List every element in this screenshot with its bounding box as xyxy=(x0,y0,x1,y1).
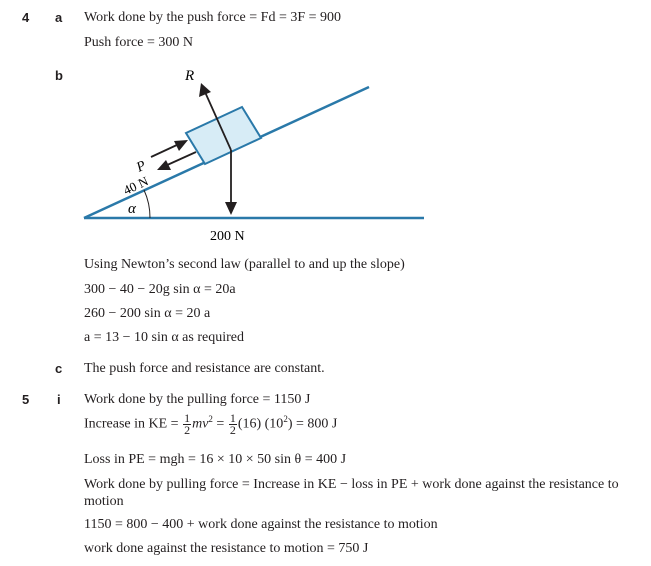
q4a-push-force-line: Push force = 300 N xyxy=(84,35,193,50)
angle-arc xyxy=(144,190,150,218)
weight-arrowhead xyxy=(225,202,237,215)
q4c-line: The push force and resistance are constant. xyxy=(84,361,325,376)
q4a-work-done-line: Work done by the push force = Fd = 3F = 900 xyxy=(84,10,342,25)
ke-mv: mv xyxy=(192,416,209,432)
ke-square-2: 2 xyxy=(283,414,288,425)
q4b-equation-3: a = 13 − 10 sin α as required xyxy=(84,330,244,345)
question-number-5: 5 xyxy=(22,392,30,407)
half-fraction-2: $\frac{1}{2}$ xyxy=(229,411,236,437)
q5i-pulling-force-line: Work done by the pulling force = 1150 J xyxy=(84,392,311,407)
block xyxy=(186,107,261,164)
ke-equals: = xyxy=(216,416,225,432)
label-P: P xyxy=(134,158,149,176)
q5i-equation-line: 1150 = 800 − 400 + work done against the resistance to motion xyxy=(84,517,438,532)
q5i-pe-line: Loss in PE = mgh = 16 × 10 × 50 sin θ = 400 J xyxy=(84,452,347,467)
ke-values: (16) (10 xyxy=(237,416,284,432)
incline-force-diagram xyxy=(0,0,651,250)
q4b-equation-1: 300 − 40 − 20g sin α = 20a xyxy=(84,282,236,297)
resistance-arrow xyxy=(165,152,196,166)
ke-prefix: Increase in KE = xyxy=(84,416,179,432)
question-number-4: 4 xyxy=(22,10,30,25)
part-label-b: b xyxy=(55,68,63,83)
label-R: R xyxy=(185,68,195,84)
reaction-arrowhead xyxy=(199,83,211,97)
q5i-work-done-line: Work done by pulling force = Increase in KE − loss in PE + work done against the resistance to motion xyxy=(84,477,619,509)
q4b-newton-line: Using Newton’s second law (parallel to and up the slope) xyxy=(84,257,405,272)
part-label-i: i xyxy=(57,392,61,407)
half-fraction-1: $\frac{1}{2}$ xyxy=(184,411,191,437)
ke-result: ) = 800 J xyxy=(287,416,338,432)
ke-square: 2 xyxy=(208,414,213,425)
part-label-a: a xyxy=(55,10,63,25)
label-alpha: α xyxy=(128,201,136,217)
q4b-equation-2: 260 − 200 sin α = 20 a xyxy=(84,306,211,321)
q5i-ke-line xyxy=(84,413,337,436)
label-200N: 200 N xyxy=(210,229,245,244)
label-40N: 40 N xyxy=(120,173,151,198)
part-label-c: c xyxy=(55,361,63,376)
q5i-final-line: work done against the resistance to motion = 750 J xyxy=(84,541,369,556)
push-force-arrow xyxy=(151,144,179,157)
